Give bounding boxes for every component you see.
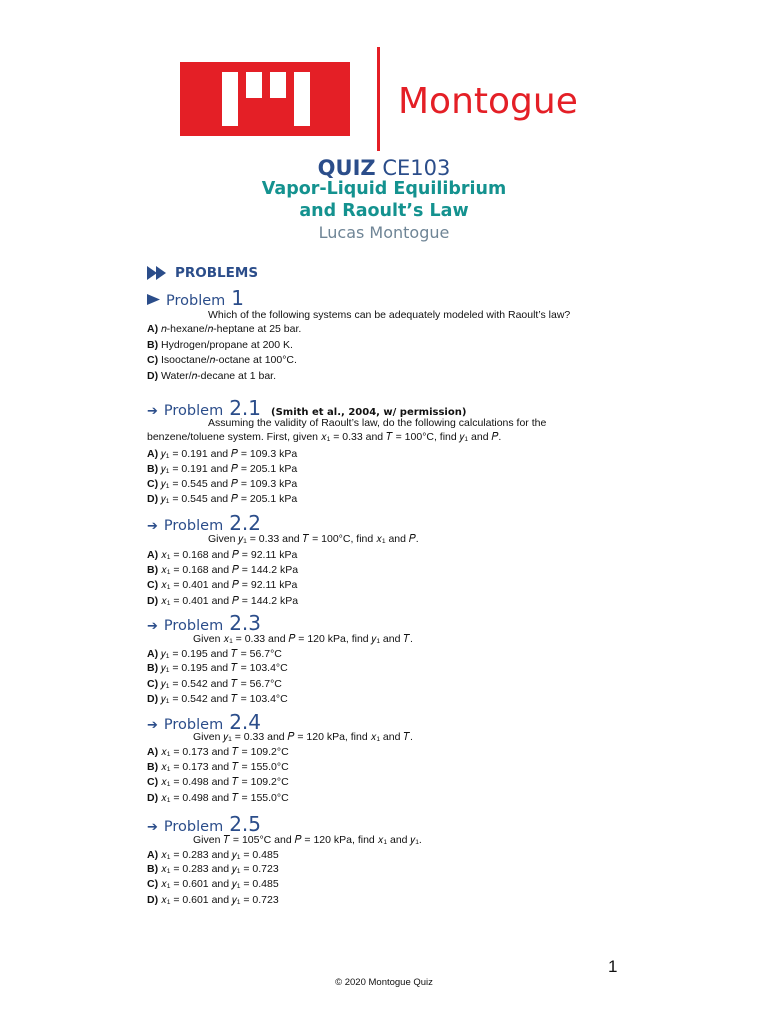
option-c	[147, 775, 289, 789]
logo-glyph-icon	[180, 62, 350, 136]
problem-citation: (Smith et al., 2004, w/ permission)	[271, 407, 467, 418]
option-text: 𝑥₁ = 0.283 and 𝑦₁ = 0.723	[161, 863, 279, 875]
triangle-bullet-icon	[147, 294, 160, 305]
option-letter: D)	[147, 595, 159, 607]
option-text: 𝑦₁ = 0.195 and 𝑇 = 56.7°C	[161, 648, 282, 660]
page-number: 1	[608, 957, 618, 976]
option-text: 𝑦₁ = 0.545 and 𝑃 = 205.1 kPa	[161, 493, 298, 505]
option-text: 𝑦₁ = 0.542 and 𝑇 = 56.7°C	[161, 678, 282, 690]
problem-word: Problem	[163, 518, 224, 534]
option-text: 𝑥₁ = 0.498 and 𝑇 = 109.2°C	[161, 776, 289, 788]
option-letter: D)	[147, 693, 159, 705]
option-letter: B)	[147, 662, 159, 674]
problem-word: Problem	[163, 819, 224, 835]
problem-word: Problem	[163, 403, 224, 419]
option-text: 𝑥₁ = 0.283 and 𝑦₁ = 0.485	[161, 849, 279, 861]
option-letter: C)	[147, 878, 159, 890]
option-letter: B)	[147, 564, 159, 576]
problem-word: Problem	[163, 717, 224, 733]
option-text: 𝑥₁ = 0.401 and 𝑃 = 144.2 kPa	[161, 595, 299, 607]
arrow-right-icon: ➔	[147, 718, 158, 733]
problem-2-4-question: Given 𝑦₁ = 0.33 and 𝑃 = 120 kPa, find 𝑥₁ and 𝑇.	[193, 731, 413, 743]
subtitle-line-2: and Raoult’s Law	[299, 201, 469, 221]
problem-2-1-question: Assuming the validity of Raoult’s law, do the following calculations for the benzene/toluene system. First, given 𝑥₁ = 0.33 and 𝑇 = 100°C, find 𝑦₁ and 𝑃.	[147, 417, 547, 443]
problem-number: 1	[231, 286, 245, 310]
problem-number: 2.5	[229, 812, 262, 836]
problem-number: 2.2	[229, 511, 262, 535]
option-b	[147, 760, 289, 774]
option-c	[147, 578, 297, 592]
option-d	[147, 594, 298, 608]
quiz-word: QUIZ	[317, 156, 376, 180]
arrow-right-icon: ➔	[147, 619, 158, 634]
option-letter: A)	[147, 549, 159, 561]
option-text: 𝑥₁ = 0.168 and 𝑃 = 144.2 kPa	[161, 564, 299, 576]
arrow-right-icon: ➔	[147, 404, 158, 419]
option-a	[147, 322, 301, 336]
footer-copyright: © 2020 Montogue Quiz	[335, 977, 433, 988]
option-letter: D)	[147, 493, 159, 505]
option-text: 𝑥₁ = 0.173 and 𝑇 = 109.2°C	[161, 746, 289, 758]
option-letter: B)	[147, 761, 159, 773]
option-letter: D)	[147, 894, 159, 906]
option-text: 𝑛-hexane/𝑛-heptane at 25 bar.	[161, 323, 302, 335]
double-chevron-icon	[147, 266, 169, 280]
option-c	[147, 477, 297, 491]
problem-1-heading	[147, 286, 244, 310]
option-letter: A)	[147, 746, 159, 758]
option-b	[147, 462, 297, 476]
option-letter: B)	[147, 863, 159, 875]
option-letter: A)	[147, 648, 159, 660]
problem-2-2-question: Given 𝑦₁ = 0.33 and 𝑇 = 100°C, find 𝑥₁ and 𝑃.	[208, 533, 419, 545]
option-letter: C)	[147, 579, 159, 591]
option-letter: D)	[147, 370, 159, 382]
option-text: Isooctane/𝑛-octane at 100°C.	[161, 354, 297, 366]
problem-2-5-question: Given 𝑇 = 105°C and 𝑃 = 120 kPa, find 𝑥₁ and 𝑦₁.	[193, 834, 422, 846]
option-text: 𝑦₁ = 0.545 and 𝑃 = 109.3 kPa	[161, 478, 298, 490]
option-a	[147, 745, 289, 759]
option-letter: A)	[147, 448, 159, 460]
option-letter: A)	[147, 323, 159, 335]
option-b	[147, 661, 288, 675]
option-letter: B)	[147, 463, 159, 475]
option-c	[147, 677, 282, 691]
option-text: 𝑥₁ = 0.173 and 𝑇 = 155.0°C	[161, 761, 289, 773]
option-letter: C)	[147, 478, 159, 490]
option-b	[147, 563, 298, 577]
option-a	[147, 647, 282, 661]
quiz-subtitle	[0, 178, 768, 222]
option-letter: C)	[147, 776, 159, 788]
option-text: 𝑥₁ = 0.498 and 𝑇 = 155.0°C	[161, 792, 289, 804]
option-letter: D)	[147, 792, 159, 804]
option-text: Hydrogen/propane at 200 K.	[161, 339, 293, 351]
option-d	[147, 893, 279, 907]
option-b	[147, 862, 279, 876]
problem-number: 2.1	[229, 396, 262, 420]
author-name: Lucas Montogue	[318, 223, 450, 242]
option-d	[147, 692, 288, 706]
course-code: CE103	[382, 156, 451, 180]
option-text: 𝑦₁ = 0.195 and 𝑇 = 103.4°C	[161, 662, 288, 674]
option-d	[147, 369, 276, 383]
option-letter: A)	[147, 849, 159, 861]
option-text: 𝑦₁ = 0.191 and 𝑃 = 205.1 kPa	[161, 463, 298, 475]
option-a	[147, 548, 297, 562]
problem-1-question: Which of the following systems can be adequately modeled with Raoult’s law?	[208, 309, 571, 321]
option-text: 𝑦₁ = 0.191 and 𝑃 = 109.3 kPa	[161, 448, 298, 460]
option-text: 𝑥₁ = 0.401 and 𝑃 = 92.11 kPa	[161, 579, 298, 591]
arrow-right-icon: ➔	[147, 820, 158, 835]
problem-number: 2.4	[229, 710, 262, 734]
option-d	[147, 791, 289, 805]
option-text: 𝑥₁ = 0.601 and 𝑦₁ = 0.723	[161, 894, 279, 906]
option-letter: C)	[147, 354, 159, 366]
problem-word: Problem	[163, 618, 224, 634]
option-b	[147, 338, 293, 352]
option-text: 𝑥₁ = 0.601 and 𝑦₁ = 0.485	[161, 878, 279, 890]
option-d	[147, 492, 297, 506]
problem-word: Problem	[166, 293, 226, 309]
option-text: 𝑥₁ = 0.168 and 𝑃 = 92.11 kPa	[161, 549, 298, 561]
option-text: Water/𝑛-decane at 1 bar.	[161, 370, 276, 382]
problem-2-3-question: Given 𝑥₁ = 0.33 and 𝑃 = 120 kPa, find 𝑦₁ and 𝑇.	[193, 633, 413, 645]
option-c	[147, 353, 297, 367]
option-a	[147, 447, 297, 461]
option-a	[147, 848, 279, 862]
montogue-logo-mark	[180, 62, 350, 136]
problem-number: 2.3	[229, 611, 262, 635]
arrow-right-icon: ➔	[147, 519, 158, 534]
logo-divider	[377, 47, 380, 151]
problems-section-heading	[147, 265, 258, 281]
subtitle-line-1: Vapor-Liquid Equilibrium	[261, 179, 507, 199]
section-label: PROBLEMS	[175, 265, 259, 281]
option-letter: C)	[147, 678, 159, 690]
option-text: 𝑦₁ = 0.542 and 𝑇 = 103.4°C	[161, 693, 288, 705]
brand-name: Montogue	[398, 81, 578, 122]
option-letter: B)	[147, 339, 159, 351]
option-c	[147, 877, 279, 891]
